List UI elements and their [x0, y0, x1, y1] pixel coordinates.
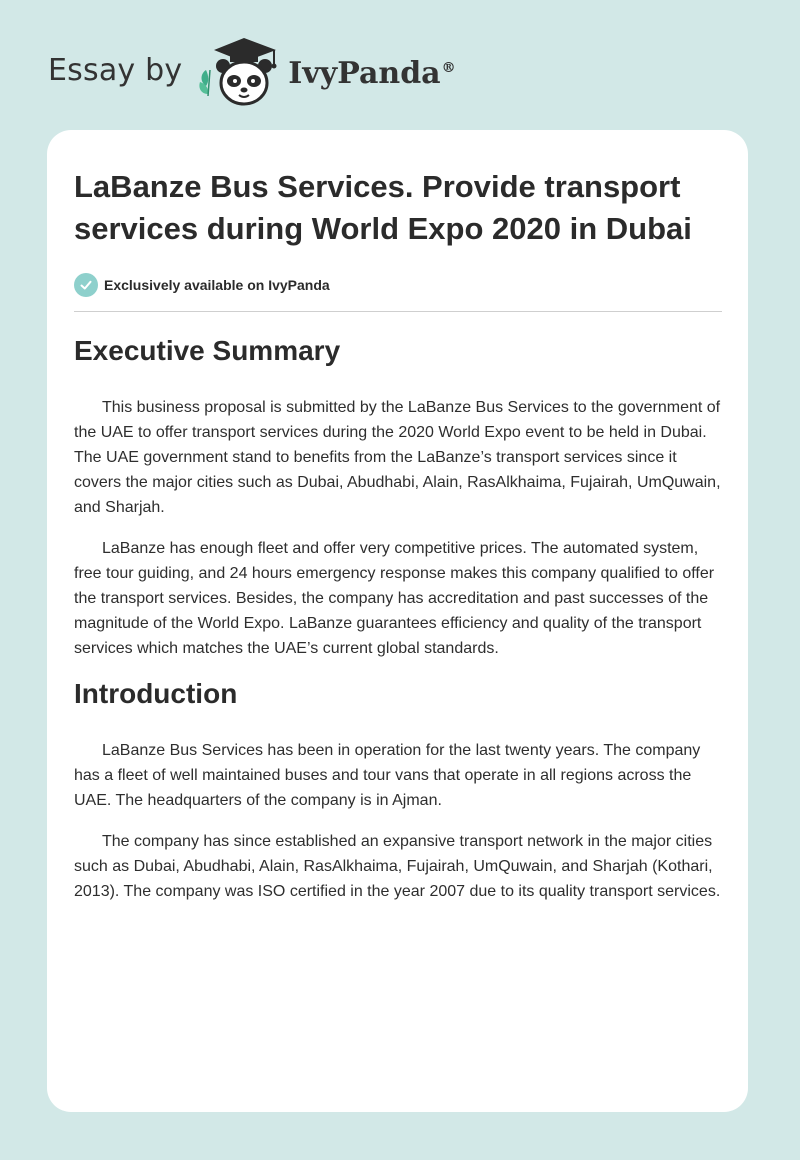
check-mark-icon: [79, 278, 93, 292]
exclusive-label: Exclusively available on IvyPanda: [104, 277, 330, 293]
brand-header: [48, 36, 456, 108]
document-card: [47, 130, 748, 1112]
section-executive-summary: [74, 334, 722, 661]
registered-mark: ®: [441, 59, 456, 76]
section-introduction: [74, 677, 722, 904]
paragraph: The company has since established an expansive transport network in the major cities such as Dubai, Abudhabi, Alain, RasAlkhaima, Fujairah, UmQuwain, and Sharjah (Kothari, 2013). The company was ISO certified in the year 2007 due to its quality transport services.: [74, 833, 721, 900]
paragraph: LaBanze Bus Services has been in operation for the last twenty years. The company has a fleet of well maintained buses and tour vans that operate in all regions across the UAE. The headquarters of the company is in Ajman.: [74, 742, 701, 809]
section-heading: Introduction: [74, 678, 238, 709]
paragraph: LaBanze has enough fleet and offer very competitive prices. The automated system, free tour guiding, and 24 hours emergency response makes this company qualified to offer the transport services. Besides, the company has accreditation and past successes of the magnitude of the World Expo. LaBanze guarantees efficiency and quality of the transport services which matches the UAE’s current global standards.: [74, 540, 715, 657]
brand-prefix: Essay by: [48, 52, 183, 88]
document-title: LaBanze Bus Services. Provide transport services during World Expo 2020 in Dubai: [74, 169, 692, 246]
paragraph: This business proposal is submitted by the LaBanze Bus Services to the government of the UAE to offer transport services during the 2020 World Expo event to be held in Dubai. The UAE government stand to benefits from the LaBanze’s transport services since it covers the major cities such as Dubai, Abudhabi, Alain, RasAlkhaima, Fujairah, UmQuwain, and Sharjah.: [74, 399, 721, 516]
brand-name: [288, 56, 455, 91]
exclusive-badge: [74, 272, 722, 298]
brand-name-text: IvyPanda: [288, 55, 441, 91]
section-heading: Executive Summary: [74, 335, 341, 366]
title-divider: [74, 311, 722, 312]
panda-graduate-logo-icon: [196, 36, 284, 108]
check-circle-icon: [74, 273, 98, 297]
